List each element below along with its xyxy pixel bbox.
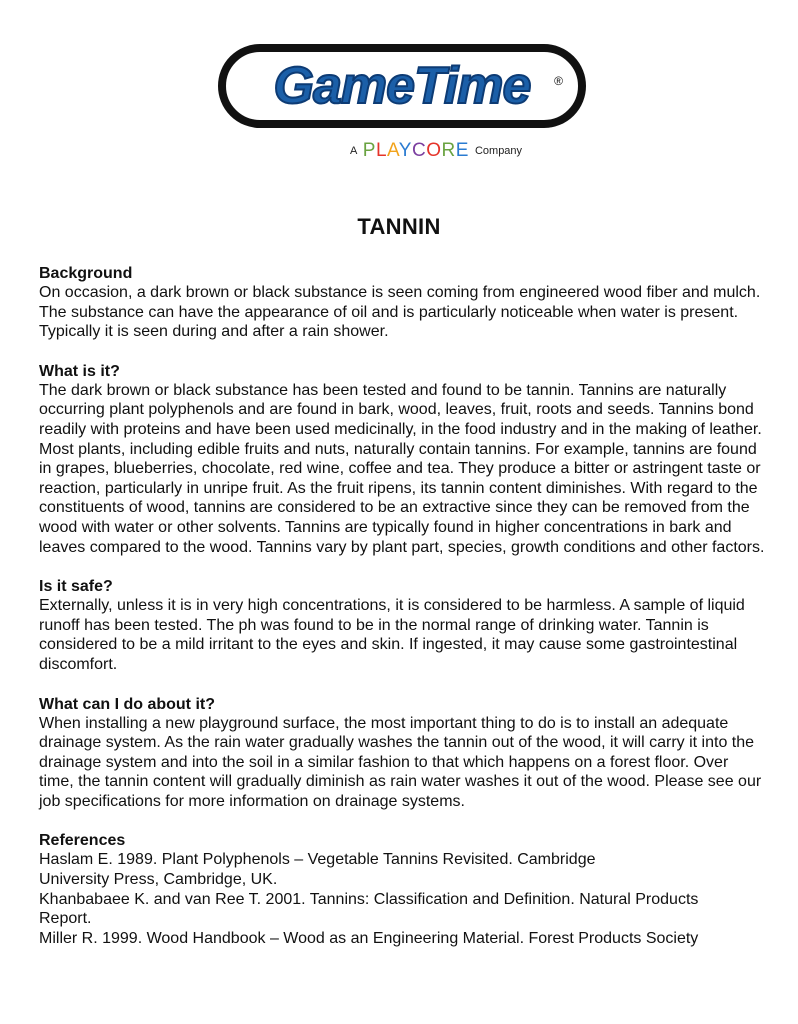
section-paragraph: On occasion, a dark brown or black substance is seen coming from engineered wood fiber and mulch. The substance can have the appearance of oil and is particularly noticeable when water is present. Typically it is seen during and after a rain shower.: [39, 284, 761, 341]
section-paragraph: Externally, unless it is in very high concentrations, it is considered to be harmless. A sample of liquid runoff has been tested. The ph was found to be in the normal range of drinking water. Tannin is considered to be a mild irritant to the eyes and skin. If ingested, it may cause some gastrointestinal discomfort.: [39, 597, 745, 673]
playcore-letter: P: [362, 140, 376, 161]
section-what-is-it: [39, 362, 765, 557]
reference-line: Miller R. 1999. Wood Handbook – Wood as an Engineering Material. Forest Products Society: [39, 929, 699, 947]
section-paragraph: The dark brown or black substance has been tested and found to be tannin. Tannins are naturally occurring plant polyphenols and are found in bark, wood, leaves, fruit, roots and seeds. Tannins bond readily with proteins and have been used medicinally, in the food industry and in the making of leather. Most plants, including edible fruits and nuts, naturally contain tannins. For example, tannins are found in grapes, blueberries, chocolate, red wine, coffee and tea. They produce a bitter or astringent taste or reaction, particularly in unripe fruit. As the fruit ripens, its tannin content diminishes. With regard to the constituents of wood, tannins are considered to be an extractive since they can be removed from the wood with water or other solvents. Tannins are typically found in higher concentrations in bark and leaves compared to the wood. Tannins vary by plant part, species, growth conditions and other factors.: [39, 381, 765, 556]
gametime-logo: [218, 44, 586, 128]
playcore-letter: L: [375, 140, 388, 161]
section-references: [39, 831, 765, 948]
page-title: TANNIN: [357, 214, 441, 239]
section-background: [39, 264, 765, 342]
playcore-wordmark: [363, 140, 469, 161]
playcore-letter: A: [387, 140, 399, 161]
section-heading: Background: [39, 265, 133, 282]
tagline-prefix: A: [349, 145, 357, 157]
document-body: [39, 264, 765, 968]
section-heading: Is it safe?: [39, 578, 113, 596]
playcore-letter: E: [455, 140, 469, 161]
section-what-can-i-do: [39, 695, 765, 812]
section-paragraph: When installing a new playground surface, the most important thing to do is to install an adequate drainage system. As the rain water gradually washes the tannin out of the wood, it will carry it into the drainage system and into the soil in a similar fashion to that which happens on a forest floor. Over time, the tannin content will gradually diminish as rain water washes it out of the wood. Please see our job specifications for more information on drainage systems.: [39, 714, 762, 810]
section-heading: What can I do about it?: [39, 695, 215, 713]
section-is-it-safe: [39, 577, 765, 674]
logo-tagline: [0, 140, 798, 162]
playcore-letter: O: [426, 140, 442, 161]
tagline-suffix: Company: [474, 145, 523, 157]
playcore-letter: C: [411, 140, 427, 161]
section-heading: What is it?: [39, 362, 120, 380]
reference-line: Khanbabaee K. and van Ree T. 2001. Tannins: Classification and Definition. Natural Products: [39, 890, 699, 908]
logo-wordmark: [218, 44, 586, 128]
playcore-letter: Y: [398, 140, 412, 161]
reference-line: University Press, Cambridge, UK.: [39, 871, 278, 889]
reference-line: Report.: [39, 910, 92, 928]
section-heading: References: [39, 832, 126, 850]
logo-brand-text: GameTime: [273, 57, 531, 115]
playcore-letter: R: [441, 140, 456, 161]
registered-mark: ®: [554, 74, 562, 88]
reference-line: Haslam E. 1989. Plant Polyphenols – Vegetable Tannins Revisited. Cambridge: [39, 851, 596, 869]
